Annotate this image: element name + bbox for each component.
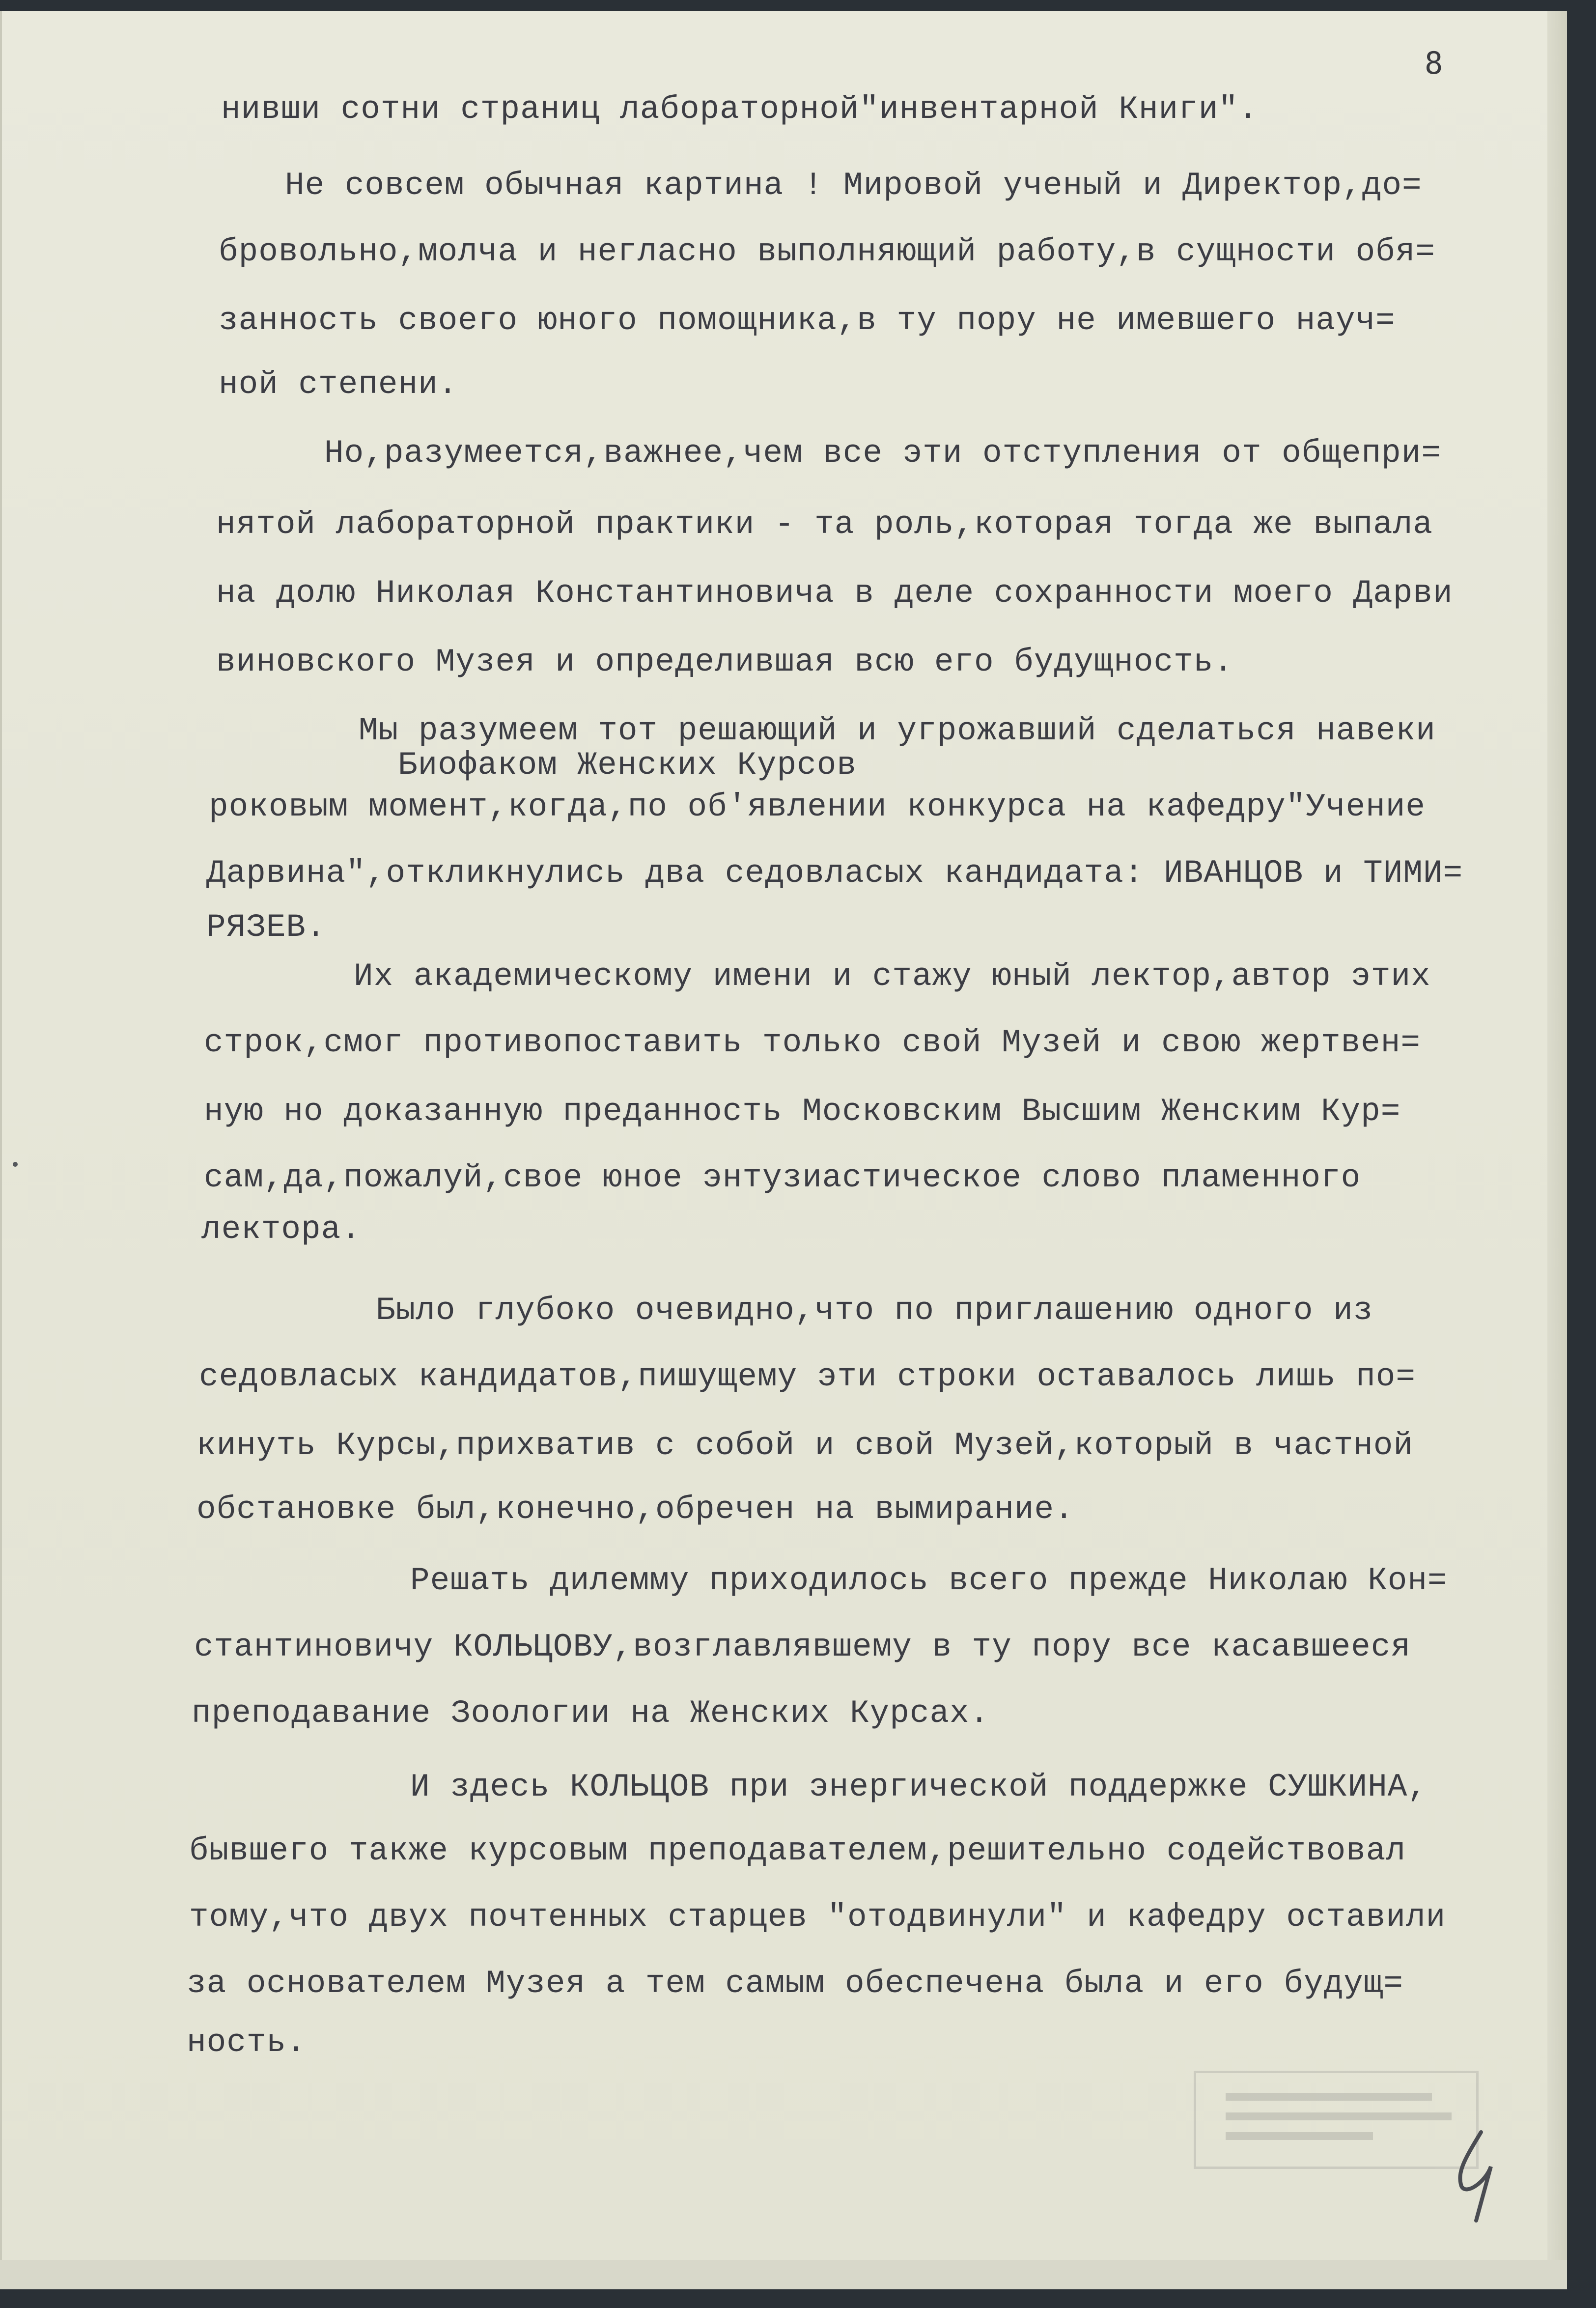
text-line: лектора. — [201, 1211, 361, 1248]
text-line: строк,смог противопоставить только свой Музей и свою жертвен= — [204, 1024, 1421, 1061]
text-line: Решать дилемму приходилось всего прежде Николаю Кон= — [410, 1562, 1448, 1599]
text-line: занность своего юного помощника,в ту пору не имевшего науч= — [219, 302, 1396, 339]
text-line: бровольно,молча и негласно выполняющий работу,в сущности обя= — [219, 233, 1435, 270]
text-line: ность. — [187, 2024, 307, 2061]
text-line: ной степени. — [219, 366, 458, 403]
text-line: роковым момент,когда,по об'явлении конкурса на кафедру"Учение — [209, 788, 1426, 825]
text-line: нивши сотни страниц лабораторной"инвентарной Книги". — [221, 91, 1259, 128]
text-line: Было глубоко очевидно,что по приглашению одного из — [376, 1292, 1373, 1329]
text-line: ную но доказанную преданность Московским Высшим Женским Кур= — [204, 1093, 1401, 1130]
text-line: сам,да,пожалуй,свое юное энтузиастическое слово пламенного — [204, 1159, 1361, 1196]
bottom-strip — [0, 2260, 1567, 2289]
text-line: Их академическому имени и стажу юный лектор,автор этих — [354, 958, 1431, 995]
text-line-insertion: Биофаком Женских Курсов — [398, 747, 857, 784]
text-line: на долю Николая Константиновича в деле сохранности моего Дарви — [216, 575, 1453, 612]
text-line: стантиновичу КОЛЬЦОВУ,возглавлявшему в ту пору все касавшееся — [194, 1629, 1411, 1665]
text-line: РЯЗЕВ. — [206, 909, 326, 946]
text-line: тому,что двух почтенных старцев "отодвинули" и кафедру оставили — [189, 1899, 1446, 1936]
text-line: кинуть Курсы,прихватив с собой и свой Музей,который в частной — [196, 1427, 1413, 1464]
text-line: Но,разумеется,важнее,чем все эти отступления от общепри= — [324, 435, 1441, 472]
text-line: Дарвина",откликнулись два седовласых кандидата: ИВАНЦОВ и ТИМИ= — [206, 855, 1463, 892]
text-line: И здесь КОЛЬЦОВ при энергической поддержке СУШКИНА, — [410, 1769, 1428, 1805]
text-line: седовласых кандидатов,пишущему эти строки оставалось лишь по= — [199, 1358, 1416, 1395]
handwritten-mark — [1447, 2127, 1506, 2225]
text-line: Не совсем обычная картина ! Мировой ученый и Директор,до= — [285, 167, 1422, 204]
text-line: обстановке был,конечно,обречен на вымирание. — [196, 1491, 1074, 1528]
text-line: нятой лабораторной практики - та роль,которая тогда же выпала — [216, 506, 1433, 543]
text-line: Мы разумеем тот решающий и угрожавший сделаться навеки — [359, 712, 1436, 749]
archive-stamp — [1194, 2071, 1479, 2169]
page-number: 8 — [1425, 45, 1443, 81]
text-line: виновского Музея и определившая всю его будущность. — [216, 644, 1233, 680]
text-line: за основателем Музея а тем самым обеспечена была и его будущ= — [187, 1965, 1403, 2002]
paper-speck — [13, 1162, 18, 1167]
text-line: бывшего также курсовым преподавателем,решительно содействовал — [189, 1832, 1406, 1869]
text-line: преподавание Зоологии на Женских Курсах. — [192, 1695, 990, 1732]
paper-sheet — [0, 11, 1567, 2280]
paper-edge — [1547, 11, 1567, 2280]
